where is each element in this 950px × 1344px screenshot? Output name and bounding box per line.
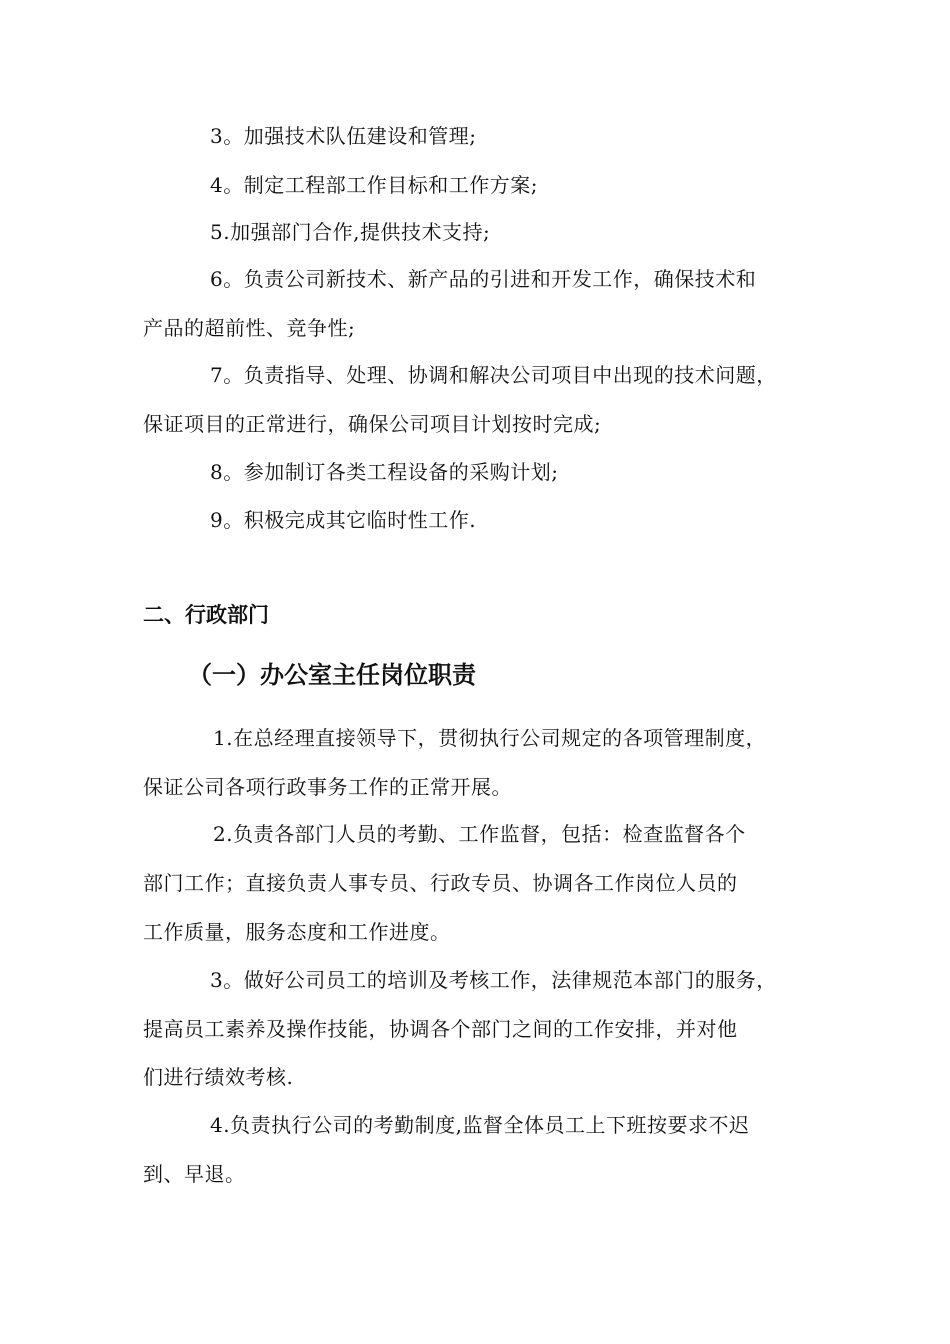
duty-1: 1.在总经理直接领导下，贯彻执行公司规定的各项管理制度， — [213, 726, 767, 750]
duty-3: 3。做好公司员工的培训及考核工作，法律规范本部门的服务， — [210, 968, 777, 992]
duty-3-continued-2: 们进行绩效考核. — [143, 1065, 294, 1089]
duty-3-continued: 提高员工素养及操作技能，协调各个部门之间的工作安排，并对他 — [143, 1017, 738, 1041]
list-item-9: 9。积极完成其它临时性工作. — [210, 508, 477, 532]
duty-1-continued: 保证公司各项行政事务工作的正常开展。 — [143, 775, 512, 799]
duty-4: 4.负责执行公司的考勤制度,监督全体员工上下班按要求不迟 — [210, 1113, 750, 1137]
duty-4-continued: 到、早退。 — [143, 1162, 246, 1186]
list-item-7-continued: 保证项目的正常进行，确保公司项目计划按时完成; — [143, 412, 602, 436]
list-item-6: 6。负责公司新技术、新产品的引进和开发工作，确保技术和 — [210, 267, 757, 291]
list-item-6-continued: 产品的超前性、竞争性; — [143, 316, 356, 340]
list-item-5: 5.加强部门合作,提供技术支持; — [210, 220, 491, 244]
section-title: 二、行政部门 — [143, 603, 269, 627]
duty-2-continued-2: 工作质量，服务态度和工作进度。 — [143, 920, 451, 944]
list-item-7: 7。负责指导、处理、协调和解决公司项目中出现的技术问题， — [210, 363, 777, 387]
duty-2-continued: 部门工作；直接负责人事专员、行政专员、协调各工作岗位人员的 — [143, 871, 738, 895]
list-item-4: 4。制定工程部工作目标和工作方案; — [210, 173, 538, 197]
duty-2: 2.负责各部门人员的考勤、工作监督，包括：检查监督各个 — [213, 822, 746, 846]
list-item-8: 8。参加制订各类工程设备的采购计划; — [210, 460, 559, 484]
subsection-title: （一）办公室主任岗位职责 — [188, 661, 476, 689]
list-item-3: 3。加强技术队伍建设和管理; — [210, 124, 477, 148]
